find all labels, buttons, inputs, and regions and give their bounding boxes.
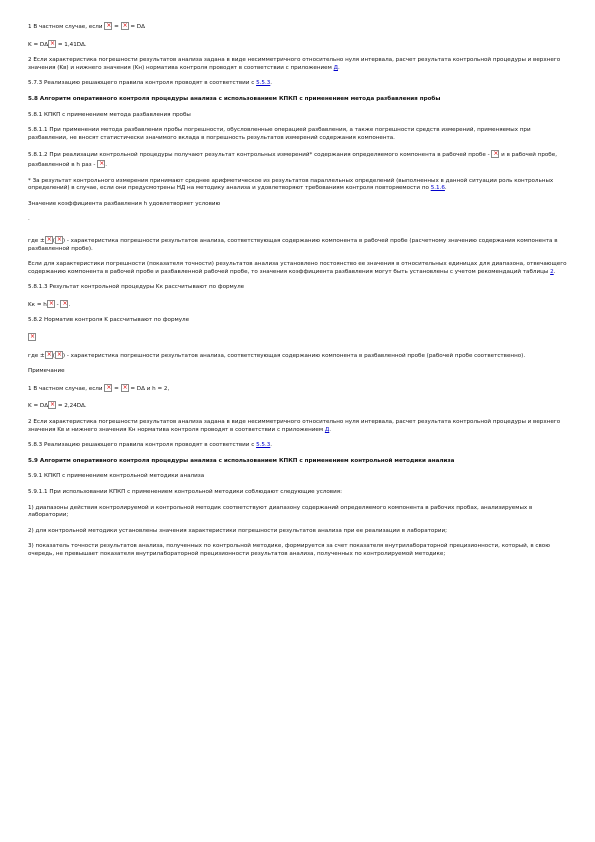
text: ) - характеристика погрешности результатов анализа, соответствующая содержанию компонента в рабочей пробе (расчетному значению содержания компонента в разбавленной пробе). <box>28 237 558 252</box>
broken-image-icon <box>60 300 71 308</box>
text: K = DΔ <box>28 403 49 410</box>
section-5-8-1-2 <box>28 150 568 169</box>
note-1-condition <box>28 22 568 32</box>
text: ( <box>52 237 55 244</box>
document-page <box>28 22 568 567</box>
text: . <box>68 301 71 308</box>
text: ( <box>52 352 55 359</box>
text: Kк = h <box>28 301 47 308</box>
text: 1 В частном случае, если <box>28 24 103 30</box>
footnote <box>28 178 568 193</box>
text: где ± <box>28 237 45 244</box>
broken-image-icon <box>47 300 55 308</box>
note-heading: Примечание <box>28 368 65 375</box>
text: . <box>270 80 273 87</box>
text: - <box>56 301 59 308</box>
formula-placeholder: . <box>28 216 30 223</box>
error-characteristic-2 <box>28 351 568 361</box>
text: . <box>444 185 447 192</box>
text: 2 Если характеристика погрешности результатов анализа задана в виде несимметричного относительно нуля интервала, расчет результата контрольной процедуры и верхнего значения Kв и нижнего значения Kн норматива контроля проводят в соответствии с приложением <box>28 419 561 433</box>
text: * За результат контрольного измерения принимают среднее арифметическое из результатов параллельных определений (выполненных в данной ситуации роль контрольных определений) в случае, если они предусмотрены НД на методику анализа и удовлетворяют требованиям контроля повторяемости по <box>28 177 554 192</box>
dilution-condition: Значение коэффициента разбавления h удовлетворяет условию <box>28 200 221 207</box>
text: . <box>337 64 340 71</box>
text: = <box>114 24 119 30</box>
note-2-b <box>28 419 568 434</box>
broken-image-icon <box>97 160 108 168</box>
text: . <box>329 426 332 433</box>
broken-image-icon <box>45 351 53 359</box>
broken-image-icon <box>104 384 112 392</box>
section-5-8-1-3: 5.8.1.3 Результат контрольной процедуры Kк рассчитывают по формуле <box>28 284 245 291</box>
text: Если для характеристики погрешности (показателя точности) результатов анализа установлено постоянство ее значения в относительных единицах для диапазона, отвечающего содержанию компонента в рабочей пробе и разбавленной рабочей пробе, то значения коэффициента разбавления могут быть установлены с учетом рекомендаций таблицы <box>28 261 567 275</box>
note-2 <box>28 57 568 72</box>
formula-k <box>28 40 568 50</box>
relative-units-note <box>28 261 568 276</box>
text: . <box>270 442 273 449</box>
section-5-9-1-1: 5.9.1.1 При использовании КПКП с применением контрольной методики соблюдают следующие условия: <box>28 489 342 495</box>
condition-2: 2) для контрольной методики установлены значения характеристики погрешности результатов анализа при ее реализации в лаборатории; <box>28 527 448 534</box>
text: где ± <box>28 352 45 359</box>
text: ) - характеристика погрешности результатов анализа, соответствующая содержанию компонента в разбавленной пробе (рабочей пробе соответственно). <box>62 352 526 359</box>
broken-image-icon <box>28 333 36 341</box>
text: = <box>114 385 119 392</box>
broken-image-icon <box>121 384 129 392</box>
appendix-d-link[interactable]: Д <box>333 64 338 71</box>
broken-image-icon <box>104 22 112 30</box>
broken-image-icon <box>48 401 56 409</box>
section-5-9-heading: 5.9 Алгоритм оперативного контроля процедуры анализа с использованием КПКП с применением контрольной методики анализа <box>28 457 455 464</box>
text: и в рабочей пробе, разбавленной в h раз - <box>28 152 557 168</box>
section-5-1-6-link[interactable]: 5.1.6 <box>430 185 445 192</box>
text: = 1,41DΔ. <box>57 41 87 48</box>
appendix-d-link[interactable]: Д <box>324 426 330 433</box>
section-5-5-3-link[interactable]: 5.5.3 <box>256 442 271 449</box>
broken-image-icon <box>121 22 129 30</box>
text: K = DΔ <box>28 41 49 48</box>
text: 1 В частном случае, если <box>28 385 103 392</box>
table-2-link[interactable]: 2 <box>550 268 554 275</box>
formula-kk <box>28 300 568 310</box>
text: = DΔ <box>130 24 145 30</box>
section-5-7-3 <box>28 80 568 88</box>
text: . <box>553 268 556 275</box>
formula-image <box>28 333 568 343</box>
note-1-condition-2 <box>28 384 568 394</box>
section-5-5-3-link[interactable]: 5.5.3 <box>256 80 271 87</box>
section-5-8-3 <box>28 442 568 450</box>
error-characteristic <box>28 236 568 253</box>
broken-image-icon <box>45 236 53 244</box>
broken-image-icon <box>48 40 56 48</box>
broken-image-icon <box>52 351 63 359</box>
section-5-8-2: 5.8.2 Норматив контроля K рассчитывают по формуле <box>28 317 190 324</box>
section-5-8-1-1: 5.8.1.1 При применении метода разбавления пробы погрешности, обусловленные операцией разбавления, а также погрешности средств измерений, применяемых при разбавлении, не вносят статистически значимого вклада в погрешность результатов измерений содержания компонента. <box>28 127 531 141</box>
text: 5.8.3 Реализацию решающего правила контроля проводят в соответствии с <box>28 442 255 449</box>
text: = DΔ и h = 2, <box>130 385 170 392</box>
broken-image-icon <box>491 150 499 158</box>
condition-3: 3) показатель точности результатов анализа, полученных по контрольной методике, формируется за счет показателя внутрилабораторной прецизионности, который, в свою очередь, не превышает показателя внутрилабораторной прецизионности результатов анализа, полученных по контролируемой методике; <box>28 543 550 557</box>
text: . <box>105 161 108 168</box>
formula-k-2 <box>28 401 568 411</box>
text: 5.7.3 Реализацию решающего правила контроля проводят в соответствии с <box>28 80 255 87</box>
condition-1: 1) диапазоны действия контролируемой и контрольной методик соответствуют диапазону содержаний определяемого компонента в рабочих пробах, анализируемых в лаборатории; <box>28 504 533 519</box>
text: 2 Если характеристика погрешности результатов анализа задана в виде несимметричного относительно нуля интервала, расчет результата контрольной процедуры и верхнего значения (Kв) и нижнего значения (Kн) норматива контроля проводят в соответствии с приложением <box>28 57 561 71</box>
broken-image-icon <box>52 236 63 244</box>
section-5-8-1-heading: 5.8.1 КПКП с применением метода разбавления пробы <box>28 111 191 118</box>
section-5-9-1-heading: 5.9.1 КПКП с применением контрольной методики анализа <box>28 473 205 480</box>
text: 5.8.1.2 При реализации контрольной процедуры получают результат контрольных измерений* содержания определяемого компонента в рабочей пробе - <box>28 152 490 159</box>
section-5-8-heading: 5.8 Алгоритм оперативного контроля процедуры анализа с использованием КПКП с применением метода разбавления пробы <box>28 95 441 102</box>
text: = 2,24DΔ. <box>57 403 87 410</box>
